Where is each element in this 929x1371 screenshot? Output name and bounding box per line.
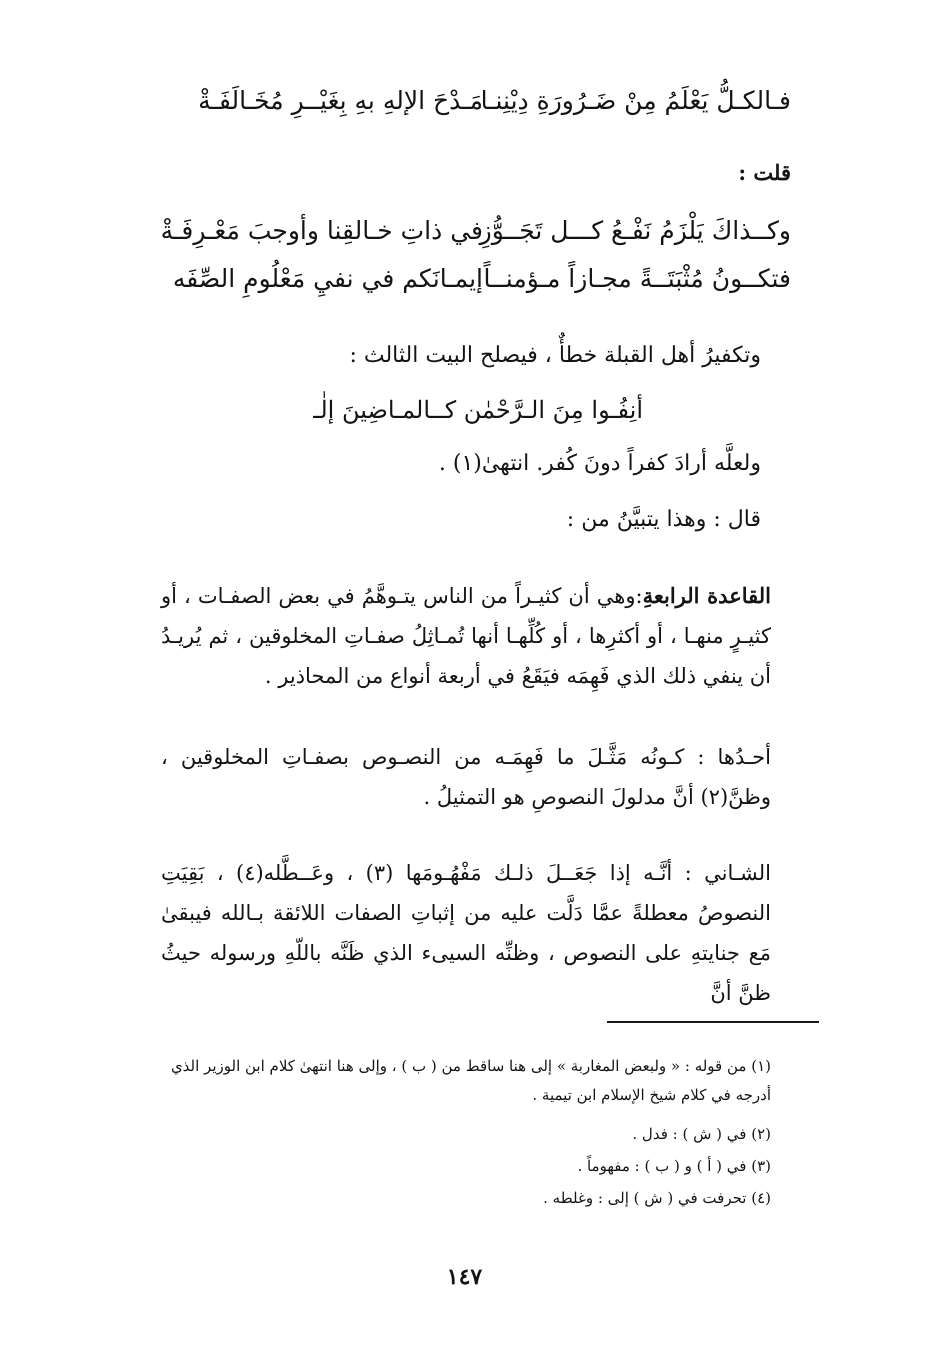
- verse-1-first-hemistich: فـالكـلُّ يَعْلَمُ مِنْ ضَـرُورَةِ دِيْنِنـا: [480, 86, 791, 115]
- footnote-separator: [607, 1021, 819, 1023]
- verse-1-second-hemistich: مَـدْحَ الإلهِ بهِ بِغَيْــرِ مُخَـالَفَـةْ: [198, 86, 483, 115]
- takfir-line: وتكفيرُ أهل القبلة خطأٌ ، فيصلح البيت الثالث :: [349, 343, 761, 368]
- verse-3-first-hemistich: فتكــونُ مُثْبَتَــةً مجـازاً مـؤمنــاً: [483, 264, 791, 293]
- paragraph-fourth-rule: [161, 576, 771, 696]
- verse-2-second-hemistich: في ذاتِ خـالقِنا وأوجبَ مَعْـرِفَـةْ: [160, 216, 483, 245]
- paragraph-first-warning: أحـدُها : كـونُه مَثَّـلَ ما فَهِمَـه من النصـوص بصفـاتِ المخلوقين ، وظنَّ(٢) أنَّ مدلولَ النصوصِ هو التمثيلُ .: [161, 745, 771, 809]
- footnote-2: (٢) في ( ش ) : فدل .: [632, 1125, 771, 1143]
- verse-3-second-hemistich: إيمـانَكم في نفيِ مَعْلُومِ الصِّفَه: [172, 264, 483, 293]
- paragraph-second-warning: الشـاني : أنَّـه إذا جَعَــلَ ذلـك مَفْهُـومَها (٣) ، وعَــطَّله(٤) ، بَقِيَتِ النصوصُ معطلةً عمَّا دَلَّت عليه من إثباتِ الصفات اللائقة بـالله فيبقىٰ مَع جنايتهِ على النصوص ، وظنِّه السيىء الذي ظَنَّه باللّهِ ورسوله حيثُ ظنَّ أنَّ: [161, 861, 771, 1005]
- verse-2-first-hemistich: وكــذاكَ يَلْزَمُ نَفْـعُ كـــل تَجَــوُّزِ: [479, 216, 791, 245]
- qala-line: قال : وهذا يتبيَّنُ من :: [566, 507, 761, 532]
- fourth-rule-label: القاعدة الرابعةِ: [642, 583, 771, 608]
- footnote-3: (٣) في ( أ ) و ( ب ) : مفهوماً .: [577, 1157, 771, 1175]
- page-number: ١٤٧: [446, 1264, 483, 1290]
- footnote-1: (١) من قوله : « ولبعض المغاربة » إلى هنا ساقط من ( ب ) ، وإلى هنا انتهىٰ كلام ابن الوزير الذي أدرجه في كلام شيخ الإسلام ابن تيمية .: [170, 1057, 771, 1104]
- fourth-rule-text: :وهي أن كثيـراً من الناس يتـوهَّمُ في بعض الصفـات ، أو كثيـرٍ منهـا ، أو أكثرِها ، أو كُلِّهـا أنها تُمـاثِلُ صفـاتِ المخلوقين ، ثم يُريـدُ أن ينفي ذلك الذي فَهِمَه فيَقَعُ في أربعة أنواع من المحاذير .: [161, 584, 771, 688]
- qult-label: قلت :: [738, 160, 791, 185]
- corrected-verse-line: أنِفُـوا مِنَ الـرَّحْمٰن كــالمـاضِينَ إلٰـ: [313, 396, 643, 424]
- footnote-4: (٤) تحرفت في ( ش ) إلى : وغلطه .: [543, 1189, 771, 1207]
- kufr-line: ولعلَّه أرادَ كفراً دونَ كُفر. انتهىٰ(١) .: [438, 451, 761, 476]
